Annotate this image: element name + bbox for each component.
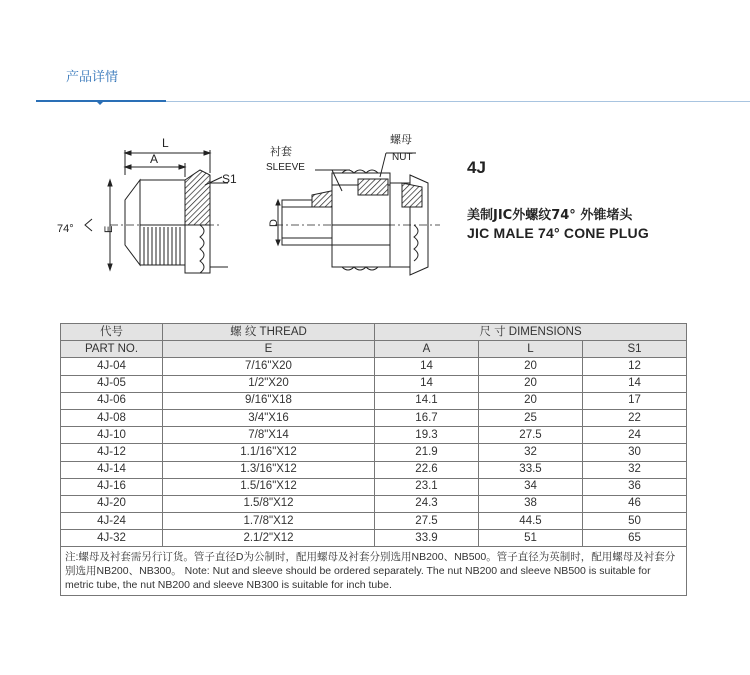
cell-l: 33.5 [479, 461, 583, 478]
cell-a: 19.3 [375, 427, 479, 444]
dim-a-label: A [150, 152, 159, 166]
dim-d-label: D [268, 219, 280, 227]
cell-s1: 46 [583, 495, 687, 512]
cell-l: 20 [479, 375, 583, 392]
cell-l: 27.5 [479, 427, 583, 444]
angle-label: 74° [57, 223, 74, 235]
header-part-en: PART NO. [61, 341, 163, 358]
cell-a: 33.9 [375, 530, 479, 547]
nut-label-en: NUT [392, 152, 413, 163]
cell-s1: 14 [583, 375, 687, 392]
technical-drawing [50, 125, 450, 285]
cell-l: 38 [479, 495, 583, 512]
cell-s1: 36 [583, 478, 687, 495]
cell-s1: 17 [583, 392, 687, 409]
dimensions-table [60, 323, 687, 596]
cell-s1: 30 [583, 444, 687, 461]
cell-thread: 3/4"X16 [163, 409, 375, 426]
table-row [61, 495, 687, 512]
header-part-cn: 代号 [61, 324, 163, 341]
cell-thread: 1.3/16"X12 [163, 461, 375, 478]
cell-l: 32 [479, 444, 583, 461]
sleeve-label-cn: 衬套 [270, 146, 292, 158]
section-caret-icon [96, 101, 104, 105]
cell-a: 21.9 [375, 444, 479, 461]
dim-e-label: E [103, 225, 115, 233]
product-model: 4J [467, 158, 486, 177]
cell-part-no: 4J-04 [61, 358, 163, 375]
cell-part-no: 4J-08 [61, 409, 163, 426]
cell-a: 14 [375, 358, 479, 375]
cell-part-no: 4J-32 [61, 530, 163, 547]
table-row [61, 409, 687, 426]
cell-l: 34 [479, 478, 583, 495]
nut-label-cn: 螺母 [390, 134, 412, 146]
table-row [61, 461, 687, 478]
cell-l: 51 [479, 530, 583, 547]
cell-part-no: 4J-05 [61, 375, 163, 392]
cell-part-no: 4J-24 [61, 513, 163, 530]
cell-thread: 1.1/16"X12 [163, 444, 375, 461]
sleeve-label-en: SLEEVE [266, 162, 305, 173]
cell-a: 14.1 [375, 392, 479, 409]
cell-a: 24.3 [375, 495, 479, 512]
table-row [61, 427, 687, 444]
cell-l: 25 [479, 409, 583, 426]
cell-part-no: 4J-16 [61, 478, 163, 495]
table-row [61, 375, 687, 392]
cell-s1: 65 [583, 530, 687, 547]
product-name-en: JIC MALE 74° CONE PLUG [467, 225, 649, 241]
cell-s1: 24 [583, 427, 687, 444]
cell-a: 16.7 [375, 409, 479, 426]
cell-s1: 50 [583, 513, 687, 530]
cell-thread: 7/8"X14 [163, 427, 375, 444]
table-row [61, 444, 687, 461]
cell-thread: 1/2"X20 [163, 375, 375, 392]
cell-thread: 1.7/8"X12 [163, 513, 375, 530]
header-thread-e: E [163, 341, 375, 358]
cell-thread: 1.5/16"X12 [163, 478, 375, 495]
section-title: 产品详情 [66, 70, 119, 85]
cell-thread: 7/16"X20 [163, 358, 375, 375]
cell-part-no: 4J-12 [61, 444, 163, 461]
cell-part-no: 4J-06 [61, 392, 163, 409]
cell-a: 23.1 [375, 478, 479, 495]
cell-part-no: 4J-10 [61, 427, 163, 444]
cell-a: 14 [375, 375, 479, 392]
table-subheader-row [61, 341, 687, 358]
header-thread: 螺 纹 THREAD [163, 324, 375, 341]
header-dimensions: 尺 寸 DIMENSIONS [375, 324, 687, 341]
cell-thread: 9/16"X18 [163, 392, 375, 409]
cell-l: 20 [479, 392, 583, 409]
header-col-a: A [375, 341, 479, 358]
table-row [61, 358, 687, 375]
product-name-cn: 美制JIC外螺纹74° 外锥堵头 [467, 208, 633, 223]
cell-thread: 1.5/8"X12 [163, 495, 375, 512]
dim-l-label: L [162, 136, 169, 150]
table-note-row [61, 547, 687, 596]
table-header-row [61, 324, 687, 341]
table-row [61, 530, 687, 547]
table-row [61, 513, 687, 530]
dim-s1-label: S1 [222, 172, 237, 186]
cell-part-no: 4J-20 [61, 495, 163, 512]
cell-part-no: 4J-14 [61, 461, 163, 478]
cell-s1: 22 [583, 409, 687, 426]
table-row [61, 392, 687, 409]
cell-l: 20 [479, 358, 583, 375]
cell-a: 22.6 [375, 461, 479, 478]
header-col-s1: S1 [583, 341, 687, 358]
cell-thread: 2.1/2"X12 [163, 530, 375, 547]
plug-drawing [85, 150, 228, 273]
cell-a: 27.5 [375, 513, 479, 530]
table-note: 注:螺母及衬套需另行订货。管子直径D为公制时，配用螺母及衬套分别选用NB200、NB500。管子直径为英制时，配用螺母及衬套分别选用NB200、NB300。 Note: Nut and sleeve should be ordered separately. The nut NB200 and sleeve NB500 is suitable for metric tube, the nut NB200 and sleeve NB300 is suitable for inch tube. [61, 547, 687, 596]
cell-s1: 32 [583, 461, 687, 478]
header-col-l: L [479, 341, 583, 358]
cell-l: 44.5 [479, 513, 583, 530]
table-row [61, 478, 687, 495]
cell-s1: 12 [583, 358, 687, 375]
